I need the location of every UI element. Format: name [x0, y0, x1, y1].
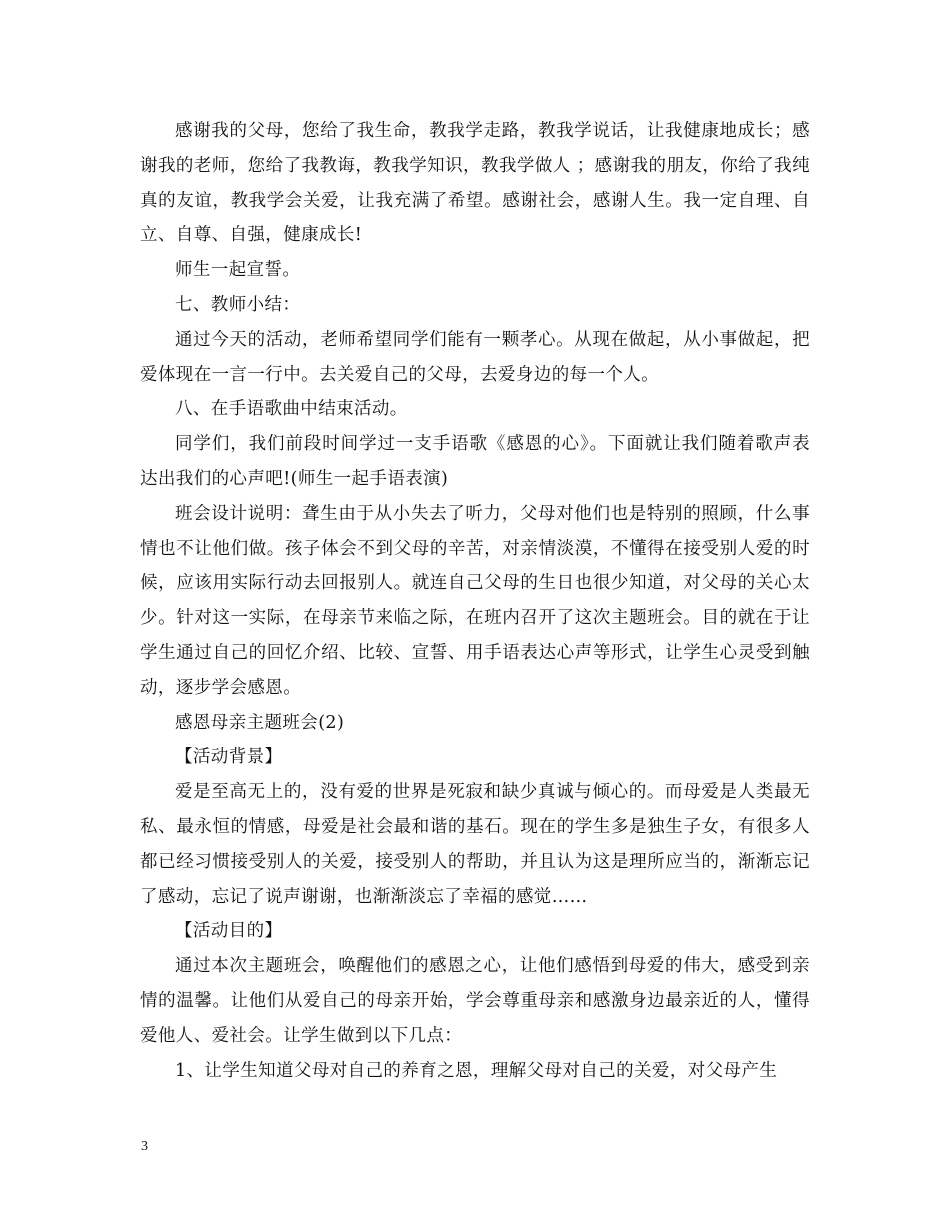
paragraph-gratitude-oath: 感谢我的父母，您给了我生命，教我学走路，教我学说话，让我健康地成长；感谢我的老师，您给了我教诲，教我学知识，教我学做人 ；感谢我的朋友，你给了我纯真的友谊，教我学会关爱，让我充满了希望。感谢社会，感谢人生。我一定自理、自立、自尊、自强，健康成长!	[140, 121, 810, 246]
paragraph-activity-purpose: 通过本次主题班会，唤醒他们的感恩之心，让他们感悟到母爱的伟大，感受到亲情的温馨。让他们从爱自己的母亲开始，学会尊重母亲和感激身边最亲近的人，懂得爱他人、爱社会。让学生做到以下几点：	[140, 956, 810, 1046]
paragraph-sign-language-song: 同学们，我们前段时间学过一支手语歌《感恩的心》。下面就让我们随着歌声表达出我们的心声吧!(师生一起手语表演)	[140, 434, 810, 489]
paragraph-teacher-summary: 通过今天的活动，老师希望同学们能有一颗孝心。从现在做起，从小事做起，把爱体现在一言一行中。去关爱自己的父母，去爱身边的每一个人。	[140, 329, 810, 385]
heading-activity-purpose: 【活动目的】	[175, 921, 283, 942]
heading-end-activity: 八、在手语歌曲中结束活动。	[175, 399, 408, 420]
paragraph-design-notes: 班会设计说明：聋生由于从小失去了听力，父母对他们也是特别的照顾，什么事情也不让他们做。孩子体会不到父母的辛苦，对亲情淡漠，不懂得在接受别人爱的时候，应该用实际行动去回报别人。就连自己父母的生日也很少知道，对父母的关心太少。针对这一实际，在母亲节来临之际，在班内召开了这次主题班会。目的就在于让学生通过自己的回忆介绍、比较、宣誓、用手语表达心声等形式，让学生心灵受到触动，逐步学会感恩。	[140, 503, 810, 698]
heading-teacher-summary: 七、教师小结：	[175, 294, 301, 315]
page-number: 3	[141, 1139, 148, 1154]
section-title: 感恩母亲主题班会(2)	[175, 712, 345, 733]
heading-activity-background: 【活动背景】	[175, 747, 283, 768]
list-item-1: 1、让学生知道父母对自己的养育之恩，理解父母对自己的关爱，对父母产生	[175, 1060, 778, 1081]
paragraph-activity-background: 爱是至高无上的，没有爱的世界是死寂和缺少真诚与倾心的。而母爱是人类最无私、最永恒的情感，母爱是社会最和谐的基石。现在的学生多是独生子女，有很多人都已经习惯接受别人的关爱，接受别人的帮助，并且认为这是理所应当的，渐渐忘记了感动，忘记了说声谢谢，也渐渐淡忘了幸福的感觉……	[140, 782, 810, 907]
paragraph-joint-oath: 师生一起宣誓。	[175, 260, 301, 281]
document-body	[140, 114, 810, 1088]
